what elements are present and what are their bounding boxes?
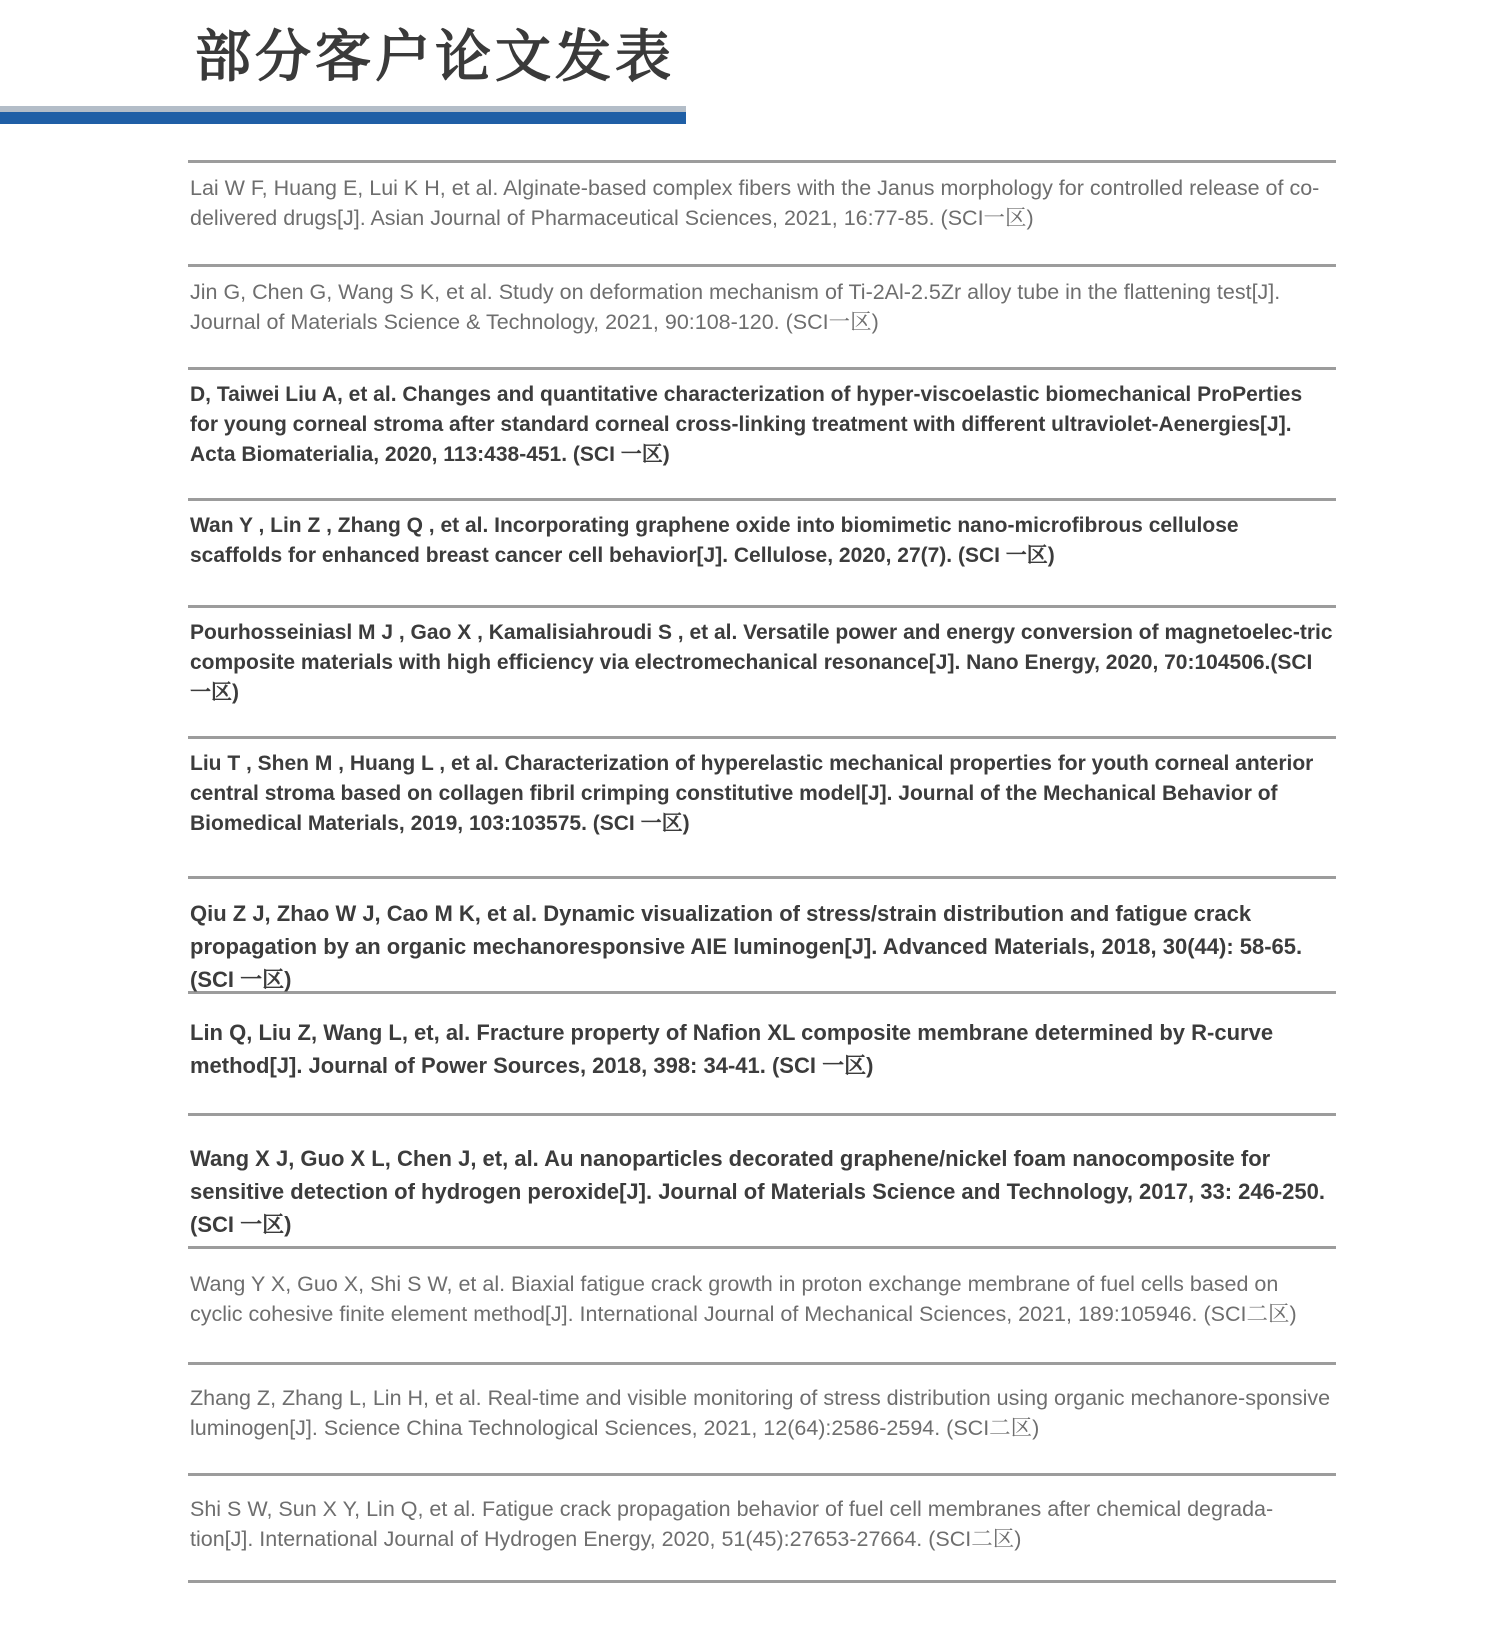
reference-entry: Jin G, Chen G, Wang S K, et al. Study on deformation mechanism of Ti-2Al-2.5Zr alloy tube in the flattening test[J]. Journal of Materials Science & Technology, 2021, 90:108-120. (SCI一区): [190, 280, 1281, 334]
reference-entry: Lai W F, Huang E, Lui K H, et al. Alginate-based complex fibers with the Janus morphology for controlled release of co-delivered drugs[J]. Asian Journal of Pharmaceutical Sciences, 2021, 16:77-85. (SCI一区): [190, 176, 1320, 230]
title-underline-dark: [0, 112, 686, 124]
reference-entry: Shi S W, Sun X Y, Lin Q, et al. Fatigue crack propagation behavior of fuel cell membranes after chemical degrada-tion[J]. International Journal of Hydrogen Energy, 2020, 51(45):27653-27664. (SCI二区): [190, 1497, 1274, 1551]
reference-entry: Wan Y , Lin Z , Zhang Q , et al. Incorporating graphene oxide into biomimetic nano-microfibrous cellulose scaffolds for enhanced breast cancer cell behavior[J]. Cellulose, 2020, 27(7). (SCI 一区): [190, 514, 1239, 567]
reference-entry: Lin Q, Liu Z, Wang L, et, al. Fracture property of Nafion XL composite membrane determined by R-curve method[J]. Journal of Power Sources, 2018, 398: 34-41. (SCI 一区): [190, 1020, 1274, 1078]
reference-entry: Pourhosseiniasl M J , Gao X , Kamalisiahroudi S , et al. Versatile power and energy conversion of magnetoelec-tric composite materials with high efficiency via electromechanical resonance[J]. Nano Energy, 2020, 70:104506.(SCI 一区): [190, 621, 1333, 704]
reference-entry: D, Taiwei Liu A, et al. Changes and quantitative characterization of hyper-viscoelastic biomechanical ProPerties for young corneal stroma after standard corneal cross-linking treatment with different ultraviolet-Aenergies[J]. Acta Biomaterialia, 2020, 113:438-451. (SCI 一区): [190, 383, 1303, 466]
reference-entry: Liu T , Shen M , Huang L , et al. Characterization of hyperelastic mechanical properties for youth corneal anterior central stroma based on collagen fibril crimping constitutive model[J]. Journal of the Mechanical Behavior of Biomedical Materials, 2019, 103:103575. (SCI 一区): [190, 752, 1314, 835]
page-title: 部分客户论文发表: [195, 25, 675, 90]
reference-entry: Wang X J, Guo X L, Chen J, et, al. Au nanoparticles decorated graphene/nickel foam nanocomposite for sensitive detection of hydrogen peroxide[J]. Journal of Materials Science and Technology, 2017, 33: 246-250. (SCI 一区): [190, 1146, 1325, 1237]
reference-list: [188, 160, 1336, 1583]
reference-entry: Qiu Z J, Zhao W J, Cao M K, et al. Dynamic visualization of stress/strain distribution and fatigue crack propagation by an organic mechanoresponsive AIE luminogen[J]. Advanced Materials, 2018, 30(44): 58-65. (SCI 一区): [190, 901, 1303, 992]
reference-entry: Wang Y X, Guo X, Shi S W, et al. Biaxial fatigue crack growth in proton exchange membrane of fuel cells based on cyclic cohesive finite element method[J]. International Journal of Mechanical Sciences, 2021, 189:105946. (SCI二区): [190, 1272, 1297, 1326]
divider: [188, 1580, 1336, 1583]
reference-entry: Zhang Z, Zhang L, Lin H, et al. Real-time and visible monitoring of stress distribution using organic mechanore-sponsive luminogen[J]. Science China Technological Sciences, 2021, 12(64):2586-2594. (SCI二区): [190, 1386, 1331, 1440]
